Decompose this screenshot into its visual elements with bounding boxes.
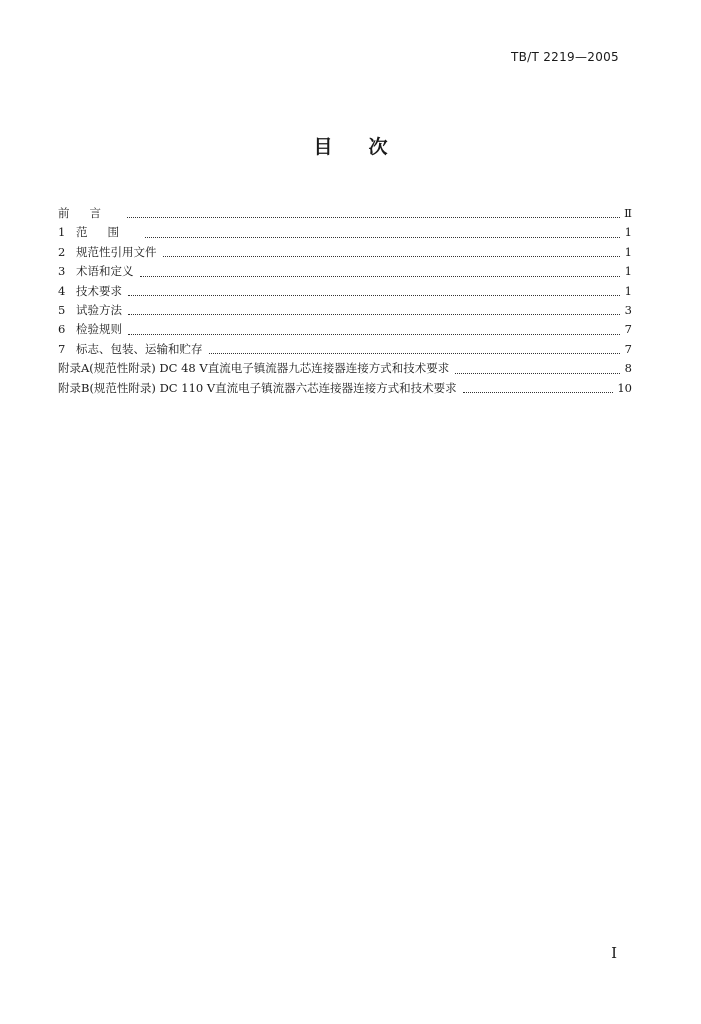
toc-entry-page: Ⅱ bbox=[624, 206, 632, 220]
toc-leader-dots bbox=[463, 391, 614, 393]
toc-entry-number: 5 bbox=[58, 302, 66, 317]
toc-entry-label: 术语和定义 bbox=[76, 264, 134, 279]
toc-leader-dots bbox=[128, 294, 620, 296]
toc-entry-label: 前言 bbox=[58, 206, 121, 220]
toc-entry-test-methods[interactable] bbox=[58, 301, 632, 320]
toc-leader-dots bbox=[128, 313, 620, 315]
toc-entry-page: 7 bbox=[624, 341, 632, 356]
toc-entry-requirements[interactable] bbox=[58, 282, 632, 301]
document-number: TB/T 2219—2005 bbox=[510, 50, 619, 64]
toc-entry-label: 检验规则 bbox=[76, 322, 122, 337]
toc-entry-normative-references[interactable] bbox=[58, 243, 632, 262]
toc-entry-label: 规范性引用文件 bbox=[76, 244, 157, 259]
toc-leader-dots bbox=[163, 255, 621, 257]
page-title: 目次 bbox=[313, 136, 424, 158]
toc-leader-dots bbox=[455, 372, 620, 374]
toc-entry-page: 10 bbox=[617, 380, 632, 395]
toc-entry-inspection-rules[interactable] bbox=[58, 320, 632, 339]
toc-entry-page: 7 bbox=[624, 322, 632, 337]
toc-entry-terms[interactable] bbox=[58, 262, 632, 281]
toc-entry-number: 3 bbox=[58, 264, 66, 279]
toc-entry-number: 2 bbox=[58, 244, 66, 259]
toc-entry-label: 范围 bbox=[76, 225, 139, 240]
toc-entry-number: 6 bbox=[58, 322, 66, 337]
toc-leader-dots bbox=[127, 216, 620, 218]
toc-entry-label: 试验方法 bbox=[76, 302, 122, 317]
table-of-contents bbox=[58, 204, 632, 398]
toc-leader-dots bbox=[140, 275, 621, 277]
toc-entry-annex-b[interactable] bbox=[58, 379, 632, 398]
toc-entry-page: 1 bbox=[624, 283, 632, 298]
toc-entry-label: 标志、包装、运输和贮存 bbox=[76, 341, 203, 356]
toc-entry-marking[interactable] bbox=[58, 340, 632, 359]
toc-leader-dots bbox=[145, 236, 620, 238]
toc-entry-page: 1 bbox=[624, 225, 632, 240]
toc-entry-page: 3 bbox=[624, 302, 632, 317]
toc-entry-scope[interactable] bbox=[58, 223, 632, 242]
page-number: I bbox=[611, 944, 617, 962]
toc-entry-page: 8 bbox=[624, 361, 632, 376]
toc-entry-number: 7 bbox=[58, 341, 66, 356]
toc-leader-dots bbox=[128, 333, 620, 335]
toc-entry-label: 技术要求 bbox=[76, 283, 122, 298]
toc-entry-label: 附录B(规范性附录) DC 110 V直流电子镇流器六芯连接器连接方式和技术要求 bbox=[58, 380, 457, 395]
toc-entry-page: 1 bbox=[624, 264, 632, 279]
toc-entry-number: 1 bbox=[58, 225, 66, 240]
toc-entry-page: 1 bbox=[624, 244, 632, 259]
toc-leader-dots bbox=[209, 352, 621, 354]
toc-entry-label: 附录A(规范性附录) DC 48 V直流电子镇流器九芯连接器连接方式和技术要求 bbox=[58, 361, 450, 376]
toc-entry-foreword[interactable] bbox=[58, 204, 632, 223]
toc-entry-annex-a[interactable] bbox=[58, 359, 632, 378]
toc-entry-number: 4 bbox=[58, 283, 66, 298]
